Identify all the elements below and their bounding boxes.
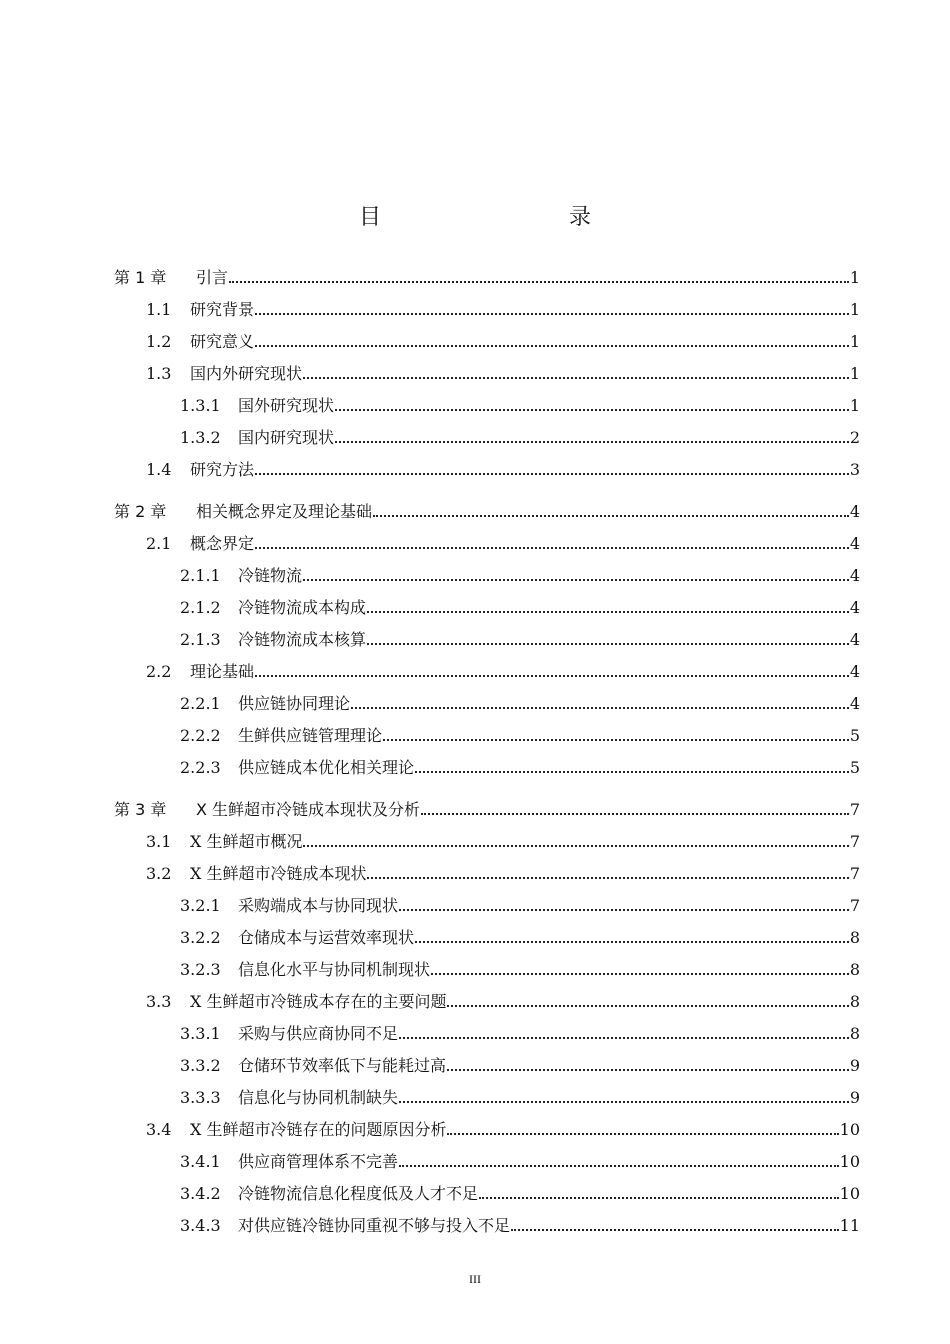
toc-entry-page: 9	[849, 1056, 860, 1075]
toc-entry-number: 3.3	[146, 992, 172, 1011]
toc-entry-label: 供应链成本优化相关理论	[238, 758, 415, 777]
toc-entry-page: 2	[849, 428, 860, 447]
toc-entry-label: 国外研究现状	[238, 396, 335, 415]
dot-leader	[431, 973, 849, 975]
toc-entry-label: 国内研究现状	[238, 428, 335, 447]
toc-entry-page: 10	[839, 1120, 860, 1139]
dot-leader	[255, 473, 849, 475]
toc-entry-label: 采购与供应商协同不足	[238, 1024, 399, 1043]
toc-entry-number: 2.1	[146, 534, 172, 553]
toc-entry-number: 1.3	[146, 364, 172, 383]
toc-entry-page: 8	[849, 1024, 860, 1043]
dot-leader	[479, 1197, 839, 1199]
toc-entry-label: 引言	[196, 268, 229, 287]
toc-entry-label: 仓储成本与运营效率现状	[238, 928, 415, 947]
toc-entry-page: 11	[839, 1216, 860, 1235]
page-number: III	[469, 1272, 481, 1286]
toc-entry-page: 8	[849, 960, 860, 979]
page-title: 目 录	[358, 205, 639, 230]
toc-entry-page: 7	[849, 896, 860, 915]
toc-entry-number: 3.2.1	[180, 896, 221, 915]
toc-entry-label: 研究方法	[190, 460, 255, 479]
dot-leader	[399, 1037, 849, 1039]
toc-entry-number: 1.3.1	[180, 396, 221, 415]
toc-entry-label: 仓储环节效率低下与能耗过高	[238, 1056, 447, 1075]
toc-entry-page: 8	[849, 928, 860, 947]
toc-entry-label: 冷链物流成本构成	[238, 598, 367, 617]
toc-entry-number: 第 2 章	[114, 502, 167, 521]
toc-entry-label: 概念界定	[190, 534, 255, 553]
toc-entry-label: 冷链物流	[238, 566, 303, 585]
dot-leader	[303, 377, 849, 379]
dot-leader	[383, 739, 849, 741]
toc-entry-label: X 生鲜超市冷链成本存在的主要问题	[190, 992, 447, 1011]
toc-entry[interactable]	[146, 830, 860, 852]
toc-entry-number: 3.2.2	[180, 928, 221, 947]
dot-leader	[415, 771, 849, 773]
dot-leader	[399, 1165, 839, 1167]
toc-entry-label: 冷链物流信息化程度低及人才不足	[238, 1184, 479, 1203]
toc-entry-label: 研究背景	[190, 300, 255, 319]
dot-leader	[255, 313, 849, 315]
toc-entry-number: 3.3.1	[180, 1024, 221, 1043]
toc-entry[interactable]	[114, 266, 860, 288]
toc-entry-page: 4	[849, 502, 860, 521]
toc-entry-number: 2.2.2	[180, 726, 221, 745]
toc-entry[interactable]	[180, 564, 860, 586]
toc-entry-label: 理论基础	[190, 662, 255, 681]
toc-entry-number: 2.1.1	[180, 566, 221, 585]
toc-entry-page: 1	[849, 332, 860, 351]
toc-entry-page: 9	[849, 1088, 860, 1107]
toc-entry[interactable]	[180, 958, 860, 980]
toc-entry[interactable]	[114, 500, 860, 522]
toc-entry-label: 供应商管理体系不完善	[238, 1152, 399, 1171]
toc-entry[interactable]	[180, 1182, 860, 1204]
toc-entry-label: 信息化与协同机制缺失	[238, 1088, 399, 1107]
toc-entry-page: 4	[849, 598, 860, 617]
toc-entry[interactable]	[180, 1150, 860, 1172]
toc-entry[interactable]	[146, 330, 860, 352]
toc-entry[interactable]	[180, 1214, 860, 1236]
toc-entry[interactable]	[180, 894, 860, 916]
toc-entry-label: X 生鲜超市概况	[190, 832, 303, 851]
toc-entry-page: 1	[849, 396, 860, 415]
dot-leader	[335, 441, 849, 443]
toc-entry[interactable]	[180, 596, 860, 618]
dot-leader	[255, 345, 849, 347]
toc-entry-page: 7	[849, 864, 860, 883]
toc-entry-page: 10	[839, 1184, 860, 1203]
dot-leader	[351, 707, 849, 709]
toc-entry-label: 生鲜供应链管理理论	[238, 726, 383, 745]
toc-entry[interactable]	[146, 362, 860, 384]
toc-entry[interactable]	[180, 926, 860, 948]
toc-entry-label: 冷链物流成本核算	[238, 630, 367, 649]
toc-entry[interactable]	[180, 394, 860, 416]
toc-entry-number: 3.3.3	[180, 1088, 221, 1107]
dot-leader	[447, 1069, 849, 1071]
toc-entry-number: 1.2	[146, 332, 172, 351]
toc-entry-number: 2.2.1	[180, 694, 221, 713]
toc-entry-number: 1.1	[146, 300, 172, 319]
toc-entry-number: 2.1.2	[180, 598, 221, 617]
toc-entry-page: 4	[849, 662, 860, 681]
toc-entry-page: 4	[849, 630, 860, 649]
toc-entry-number: 3.1	[146, 832, 172, 851]
toc-entry[interactable]	[180, 1054, 860, 1076]
toc-entry-label: 国内外研究现状	[190, 364, 303, 383]
dot-leader	[447, 1133, 838, 1135]
toc-entry[interactable]	[180, 1086, 860, 1108]
toc-entry-page: 5	[849, 758, 860, 777]
toc-entry-page: 4	[849, 566, 860, 585]
toc-entry-page: 1	[849, 268, 860, 287]
toc-entry[interactable]	[180, 692, 860, 714]
dot-leader	[367, 643, 849, 645]
dot-leader	[367, 611, 849, 613]
toc-entry-label: 采购端成本与协同现状	[238, 896, 399, 915]
toc-entry[interactable]	[180, 426, 860, 448]
toc-entry-label: 相关概念界定及理论基础	[196, 502, 373, 521]
dot-leader	[373, 515, 849, 517]
toc-entry[interactable]	[180, 756, 860, 778]
dot-leader	[421, 813, 849, 815]
dot-leader	[335, 409, 849, 411]
dot-leader	[511, 1229, 839, 1231]
toc-entry[interactable]	[146, 660, 860, 682]
toc-entry-page: 4	[849, 694, 860, 713]
dot-leader	[399, 909, 849, 911]
dot-leader	[447, 1005, 848, 1007]
toc-entry-page: 8	[849, 992, 860, 1011]
toc-entry-label: 信息化水平与协同机制现状	[238, 960, 431, 979]
toc-entry-label: 研究意义	[190, 332, 255, 351]
toc-entry[interactable]	[146, 458, 860, 480]
toc-entry[interactable]	[146, 298, 860, 320]
dot-leader	[303, 579, 849, 581]
toc-entry[interactable]	[146, 532, 860, 554]
dot-leader	[303, 845, 848, 847]
toc-entry-label: X 生鲜超市冷链成本现状	[190, 864, 367, 883]
toc-entry[interactable]	[146, 990, 860, 1012]
dot-leader	[255, 547, 849, 549]
toc-entry-page: 7	[849, 832, 860, 851]
toc-entry[interactable]	[146, 1118, 860, 1140]
toc-entry-number: 3.2	[146, 864, 172, 883]
toc-entry-number: 2.1.3	[180, 630, 221, 649]
toc-entry-number: 2.2.3	[180, 758, 221, 777]
toc-entry-page: 1	[849, 300, 860, 319]
toc-entry-number: 第 3 章	[114, 800, 167, 819]
toc-entry-page: 10	[839, 1152, 860, 1171]
toc-entry-label: 对供应链冷链协同重视不够与投入不足	[238, 1216, 511, 1235]
dot-leader	[399, 1101, 849, 1103]
toc-entry-page: 4	[849, 534, 860, 553]
dot-leader	[229, 281, 849, 283]
toc-entry[interactable]	[180, 628, 860, 650]
toc-entry-number: 2.2	[146, 662, 172, 681]
toc-entry-number: 1.4	[146, 460, 172, 479]
dot-leader	[415, 941, 849, 943]
toc-entry-number: 1.3.2	[180, 428, 221, 447]
toc-entry-label: X 生鲜超市冷链成本现状及分析	[196, 800, 421, 819]
toc-entry-number: 3.2.3	[180, 960, 221, 979]
toc-entry-number: 3.4.2	[180, 1184, 221, 1203]
toc-entry[interactable]	[146, 862, 860, 884]
toc-entry[interactable]	[180, 724, 860, 746]
dot-leader	[367, 877, 848, 879]
toc-entry-page: 3	[849, 460, 860, 479]
toc-entry-page: 1	[849, 364, 860, 383]
toc-entry[interactable]	[114, 798, 860, 820]
dot-leader	[255, 675, 849, 677]
toc-entry-page: 5	[849, 726, 860, 745]
toc-entry-number: 第 1 章	[114, 268, 167, 287]
toc-entry-number: 3.4.1	[180, 1152, 221, 1171]
toc-entry-page: 7	[849, 800, 860, 819]
toc-entry-number: 3.4.3	[180, 1216, 221, 1235]
toc-entry-label: 供应链协同理论	[238, 694, 351, 713]
toc-entry-number: 3.3.2	[180, 1056, 221, 1075]
toc-entry-label: X 生鲜超市冷链存在的问题原因分析	[190, 1120, 447, 1139]
toc-entry-number: 3.4	[146, 1120, 172, 1139]
toc-entry[interactable]	[180, 1022, 860, 1044]
